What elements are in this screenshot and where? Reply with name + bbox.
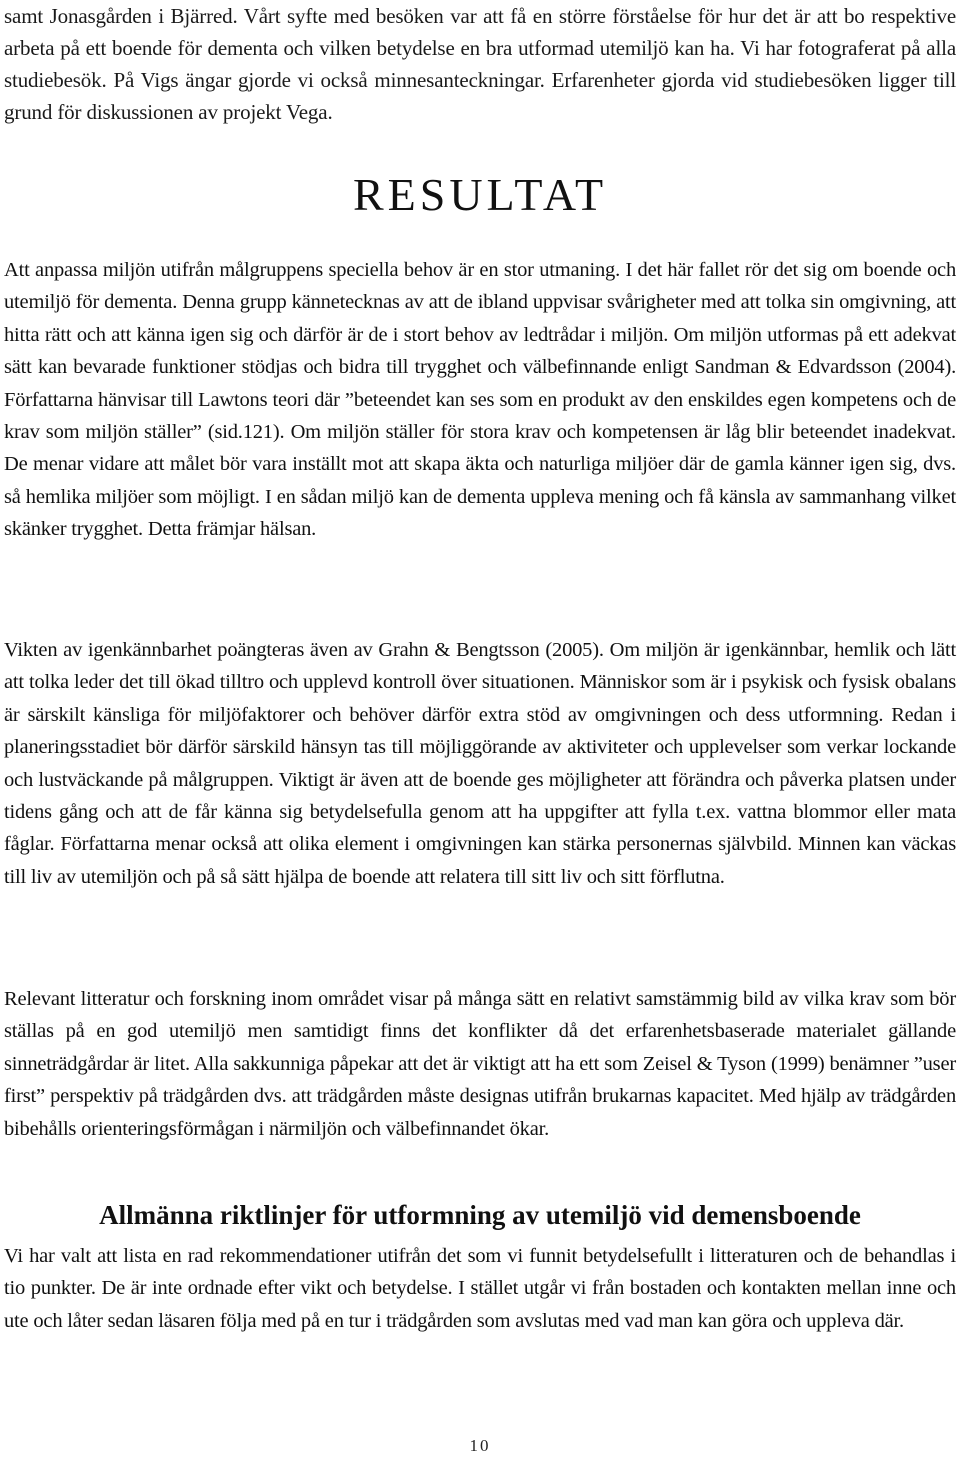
subsection-heading: Allmänna riktlinjer för utformning av utemiljö vid demensboende xyxy=(99,1200,861,1230)
page-number: 10 xyxy=(469,1436,491,1455)
intro-paragraph: samt Jonasgården i Bjärred. Vårt syfte med besöken var att få en större förståelse för hur det är att bo respektive arbeta på ett boende för dementa och vilken betydelse en bra utformad utemiljö kan ha. Vi har fotograferat på alla studiebesök. På Vigs ängar gjorde vi också minnesanteckningar. Erfarenheter gjorda vid studiebesöken ligger till grund för diskussionen av projekt Vega. xyxy=(4,4,956,124)
section-heading: RESULTAT xyxy=(352,169,608,220)
body-paragraph: Vi har valt att lista en rad rekommendationer utifrån det som vi funnit betydelsefullt i litteraturen och de behandlas i tio punkter. De är inte ordnade efter vikt och betydelse. I stället utgår vi från bostaden och kontakten mellan inne och ute och låter sedan läsaren följa med på en tur i trädgården som avslutas med vad man kan göra och uppleva där. xyxy=(4,1245,956,1332)
body-paragraph: Relevant litteratur och forskning inom området visar på många sätt en relativt samstämmig bild av vilka krav som bör ställas på en god utemiljö men samtidigt finns det konflikter då det erfarenhetsbaserade materialet gällande sinneträdgårdar är litet. Alla sakkunniga påpekar att det är viktigt att ha ett som Zeisel & Tyson (1999) benämner ”user first” perspektiv på trädgården dvs. att trädgården måste designas utifrån brukarnas kapacitet. Med hjälp av trädgården bibehålls orienteringsförmågan i närmiljön och välbefinnandet ökar. xyxy=(4,988,956,1140)
body-paragraph: Att anpassa miljön utifrån målgruppens speciella behov är en stor utmaning. I det här fallet rör det sig om boende och utemiljö för dementa. Denna grupp kännetecknas av att de ibland uppvisar svårigheter med att tolka sin omgivning, att hitta rätt och att känna igen sig och därför är de i stort behov av ledtrådar i miljön. Om miljön utformas på ett adekvat sätt kan bevarade funktioner stödjas och bidra till trygghet och välbefinnande enligt Sandman & Edvardsson (2004). Författarna hänvisar till Lawtons teori där ”beteendet kan ses som en produkt av den enskildes egen kompetens och de krav som miljön ställer” (sid.121). Om miljön ställer för stora krav och kompetensen är låg blir beteendet inadekvat. De menar vidare att målet bör vara inställt mot att skapa äkta och naturliga miljöer där de gamla känner igen sig, dvs. så hemlika miljöer som möjligt. I en sådan miljö kan de dementa uppleva mening och få känsla av sammanhang vilket skänker trygghet. Detta främjar hälsan. xyxy=(4,259,956,541)
body-paragraph: Vikten av igenkännbarhet poängteras även av Grahn & Bengtsson (2005). Om miljön är igenkännbar, hemlik och lätt att tolka leder det till ökad tilltro och upplevd kontroll över situationen. Människor som är i psykisk och fysisk obalans är särskilt känsliga för miljöfaktorer och behöver därför extra stöd av omgivningen och dess utformning. Redan i planeringsstadiet bör därför särskild hänsyn tas till möjliggörande av aktiviteter och upplevelser som verkar lockande och lustväckande på målgruppen. Viktigt är även att de boende ges möjligheter att förändra och påverka platsen under tidens gång och att de får känna sig betydelsefulla genom att ha uppgifter att fylla t.ex. vattna blommor eller mata fåglar. Författarna menar också att olika element i omgivningen kan stärka personernas självbild. Minnen kan väckas till liv av utemiljön och på så sätt hjälpa de boende att relatera till sitt liv och sitt förflutna. xyxy=(4,639,956,888)
